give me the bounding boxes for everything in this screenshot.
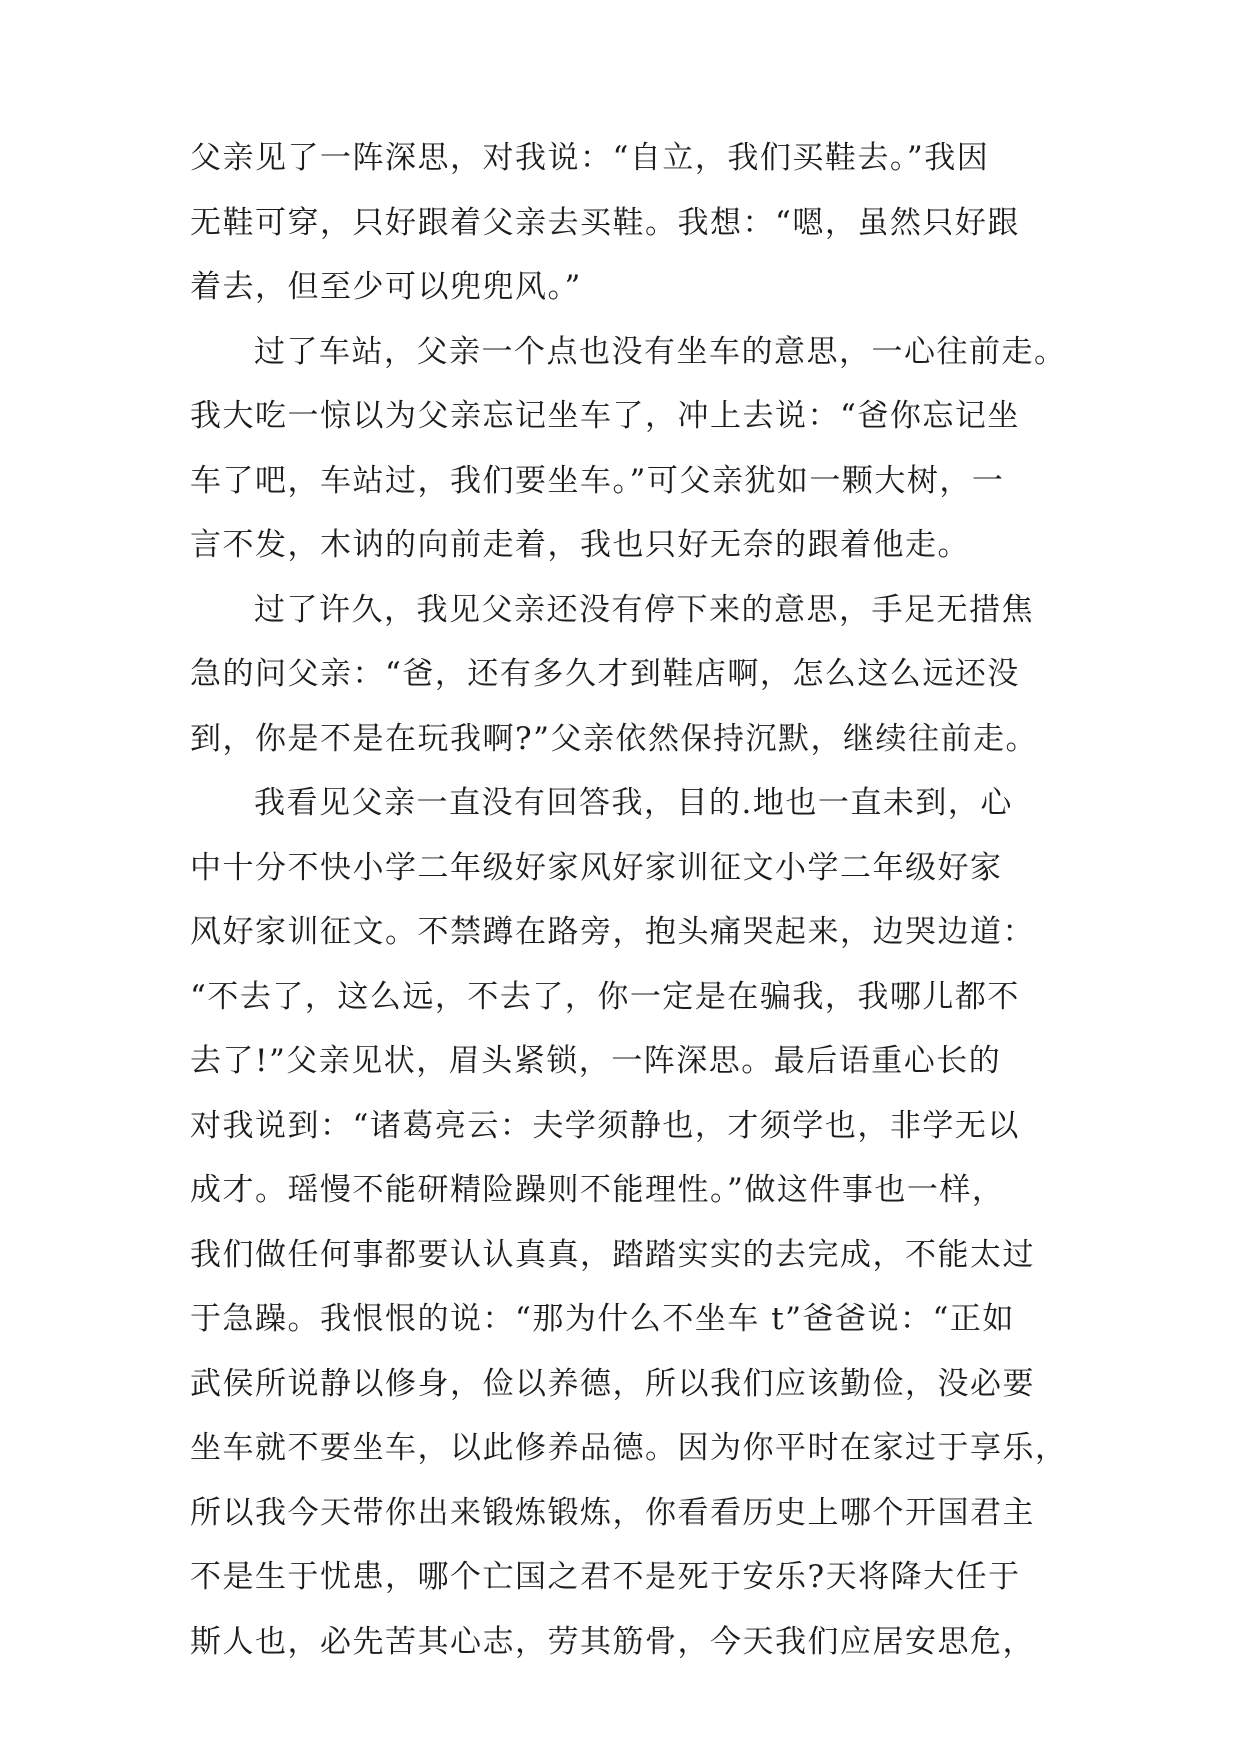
text-line: 成才。瑶慢不能研精险躁则不能理性。”做这件事也一样， [190,1172,1005,1208]
paragraph-first-line: 过了车站，父亲一个点也没有坐车的意思，一心往前走。 [254,333,1067,370]
text-line: 言不发，木讷的向前走着，我也只好无奈的跟着他走。 [190,527,970,563]
text-line: 所以我今天带你出来锻炼锻炼，你看看历史上哪个开国君主 [190,1494,1035,1531]
text-line: 父亲见了一阵深思，对我说：“自立，我们买鞋去。”我因 [190,140,990,176]
text-line: 于急躁。我恨恨的说：“那为什么不坐车 t”爸爸说：“正如 [190,1301,1015,1337]
text-line: 我们做任何事都要认认真真，踏踏实实的去完成，不能太过 [190,1236,1035,1273]
paragraph-first-line: 我看见父亲一直没有回答我，目的.地也一直未到，心 [254,785,1013,821]
text-line: 风好家训征文。不禁蹲在路旁，抱头痛哭起来，边哭边道： [190,914,1035,950]
text-line: “不去了，这么远，不去了，你一定是在骗我，我哪儿都不 [190,978,1020,1015]
text-line: 急的问父亲：“爸，还有多久才到鞋店啊，怎么这么远还没 [190,656,1020,692]
paragraph-first-line: 过了许久，我见父亲还没有停下来的意思，手足无措焦 [254,591,1034,628]
text-line: 对我说到：“诸葛亮云：夫学须静也，才须学也，非学无以 [190,1107,1020,1144]
text-line: 斯人也，必先苦其心志，劳其筋骨，今天我们应居安思危， [190,1623,1035,1660]
text-line: 到，你是不是在玩我啊?”父亲依然保持沉默，继续往前走。 [190,720,1038,757]
text-line: 车了吧，车站过，我们要坐车。”可父亲犹如一颗大树，一 [190,462,1005,499]
text-line: 我大吃一惊以为父亲忘记坐车了，冲上去说：“爸你忘记坐 [190,398,1020,434]
text-line: 武侯所说静以修身，俭以养德，所以我们应该勤俭，没必要 [190,1365,1035,1402]
text-line: 中十分不快小学二年级好家风好家训征文小学二年级好家 [190,849,1003,886]
text-line: 坐车就不要坐车，以此修养品德。因为你平时在家过于享乐， [190,1430,1068,1466]
text-line: 无鞋可穿，只好跟着父亲去买鞋。我想：“嗯，虽然只好跟 [190,204,1020,241]
text-line: 去了!”父亲见状，眉头紧锁，一阵深思。最后语重心长的 [190,1043,1002,1079]
text-line: 着去，但至少可以兜兜风。” [190,269,582,305]
text-line: 不是生于忧患，哪个亡国之君不是死于安乐?天将降大任于 [190,1559,1021,1595]
